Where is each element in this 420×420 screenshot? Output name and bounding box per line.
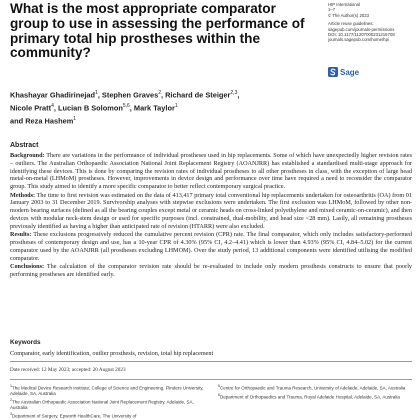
- affiliation-entry: [218, 384, 412, 391]
- keywords-heading: Keywords: [10, 339, 41, 346]
- author-name: Mark Taylor: [133, 103, 175, 113]
- author-affiliation-marker: 1: [73, 115, 77, 122]
- author-conjunction: and: [10, 116, 26, 125]
- affiliation-text: Centre for Orthopaedic and Trauma Research, University of Adelaide, Adelaide, SA, Australia: [220, 385, 406, 391]
- affiliation-number: 5: [218, 384, 220, 388]
- author-name: Lucian B Solomon: [57, 103, 123, 113]
- affiliation-entry: [218, 393, 412, 400]
- affiliations-right-column: [218, 384, 412, 401]
- sage-logo-icon: [328, 67, 338, 77]
- section-label: Background:: [10, 151, 45, 159]
- author-list: [10, 88, 310, 126]
- section-text: These exclusions progressively reduced the cumulative percent revision (CPR) rate. The final comparator, which only includes satisfactory-performed prostheses of contemporary design and use, has a 10-year CPR of 4.30% (95% CI, 4.2–4.41) which is lower than 4.93% (95% CI, 4.84–5.02) for the current comparator used by the AOANJRR (all prostheses excluding LHMOM). Over the study period, 13 additional components were identified utilising the modified comparator.: [10, 231, 412, 262]
- section-divider: [10, 379, 412, 380]
- author-name: Nicole Pratt: [10, 103, 52, 113]
- section-label: Results:: [10, 231, 32, 239]
- affiliation-text: Department of Orthopaedics and Trauma, Royal Adelaide Hospital, Adelaide, SA, Australia: [220, 394, 400, 399]
- abstract-heading: Abstract: [10, 142, 39, 149]
- author-name: Reza Hashem: [25, 116, 74, 125]
- journal-name: HIP International: [328, 2, 360, 7]
- abstract-results: [10, 231, 412, 262]
- affiliation-text: Department of Surgery, Epworth HealthCare, The University of: [12, 413, 137, 419]
- affiliation-text: The Australian Orthopaedic Association National Joint Replacement Registry, Adelaide, SA, Australia: [10, 399, 194, 410]
- affiliation-entry: [10, 398, 206, 411]
- author-affiliation-marker: 2,3: [230, 90, 238, 96]
- author-name: Khashayar Ghadirinejad: [10, 90, 96, 100]
- doi-link[interactable]: DOI: 10.1177/11207000231216708: [328, 32, 395, 38]
- journal-meta: [328, 2, 418, 43]
- section-text: There are variations in the performance of individual prostheses used in hip replacements. Some of which have unexpectedly higher revision rates – outliers. The Australian Orthopaedic Association National Joint Replacement Registry (AOANJRR) has established a standardised multi-stage approach for identifying these devices. This is done by comparing the revision rates of individual prostheses to all other prostheses in class, with the exception of large head metal-on-metal (LHMoM) prostheses. However, improvements in device design and performance over time have required a need to reconsider the comparator group. This study aimed to identify a more specific comparator to better reflect contemporary surgical practice.: [10, 151, 412, 191]
- affiliation-number: 1: [10, 384, 12, 388]
- affiliation-entry: [10, 384, 206, 397]
- section-label: Conclusions:: [10, 263, 45, 271]
- section-text: The time to first revision was estimated on the data of 413,417 primary total conventional hip replacements undertaken for osteoarthritis (OA) from 01 January 2003 to 31 December 2019. Survivorship analyses with stepwise exclusions were undertaken. The first exclusion was LHMoM, followed by other non-modern bearing surfaces (defined as all the bearing couples except metal or ceramic heads on cross-linked polyethylene and mixed ceramic-on-ceramic), and then devices with modular neck-stem design or used for specific purposes (incl. constrained, dual-mobility, and head size <28 mm). Lastly, all remaining prostheses previously identified as having a higher than anticipated rate of revision (HTARR) were also excluded.: [10, 191, 412, 230]
- section-label: Methods:: [10, 191, 36, 199]
- permissions-link[interactable]: sagepub.com/journals-permissions: [328, 26, 395, 32]
- author-line: Nicole Pratt$^4$, Lucian B Solomon$^{5,6}$, Mark Taylor$^1$: [10, 102, 178, 113]
- reuse-guidelines: Article reuse guidelines:: [328, 21, 374, 27]
- received-accepted-dates: Date received: 12 May 2023; accepted: 20 August 2023: [10, 367, 126, 373]
- affiliations-left-column: [10, 384, 206, 420]
- author-line: [10, 114, 310, 127]
- author-line: Khashayar Ghadirinejad$^1$, Stephen Graves$^2$, Richard de Steiger$^{2,3}$,: [10, 90, 240, 100]
- article-title: What is the most appropriate comparator group to use in assessing the performance of primary total hip prostheses within the community?: [10, 1, 305, 61]
- author-name: Stephen Graves: [101, 90, 159, 100]
- journal-home-link[interactable]: journals.sagepub.com/home/hpi: [328, 37, 389, 43]
- author-affiliation-marker: 5,6: [122, 102, 130, 109]
- author-affiliation-marker: 1: [174, 102, 178, 109]
- affiliation-entry: [10, 412, 206, 419]
- publisher-logo: [328, 67, 359, 77]
- author-name: Richard de Steiger: [165, 90, 231, 100]
- author-affiliation-marker: 4: [51, 102, 54, 109]
- affiliation-number: 2: [10, 398, 12, 402]
- author-affiliation-marker: 2: [158, 90, 161, 96]
- affiliation-number: 3: [10, 412, 12, 416]
- affiliation-number: 6: [218, 392, 220, 397]
- affiliations: [10, 384, 412, 420]
- page-range: 1–7: [328, 7, 336, 13]
- abstract: [10, 142, 412, 279]
- abstract-conclusions: [10, 263, 412, 279]
- section-divider: [10, 361, 412, 362]
- abstract-methods: [10, 192, 412, 231]
- affiliation-text: The Medical Device Research Institute, College of Science and Engineering, Flinders University, Adelaide, SA, Australia: [10, 385, 204, 396]
- abstract-background: [10, 152, 412, 191]
- keywords-list: Comparator, early identification, outlier prosthesis, revision, total hip replacement: [10, 350, 214, 357]
- section-text: The calculation of the comparator revision rate should be re-evaluated to include only modern prosthesis constructs to ensure that poorly performing prostheses are identified early.: [10, 263, 413, 278]
- author-affiliation-marker: 1: [95, 90, 98, 96]
- publisher-name: Sage: [340, 67, 360, 77]
- copyright-notice: © The Author(s) 2023: [328, 12, 370, 18]
